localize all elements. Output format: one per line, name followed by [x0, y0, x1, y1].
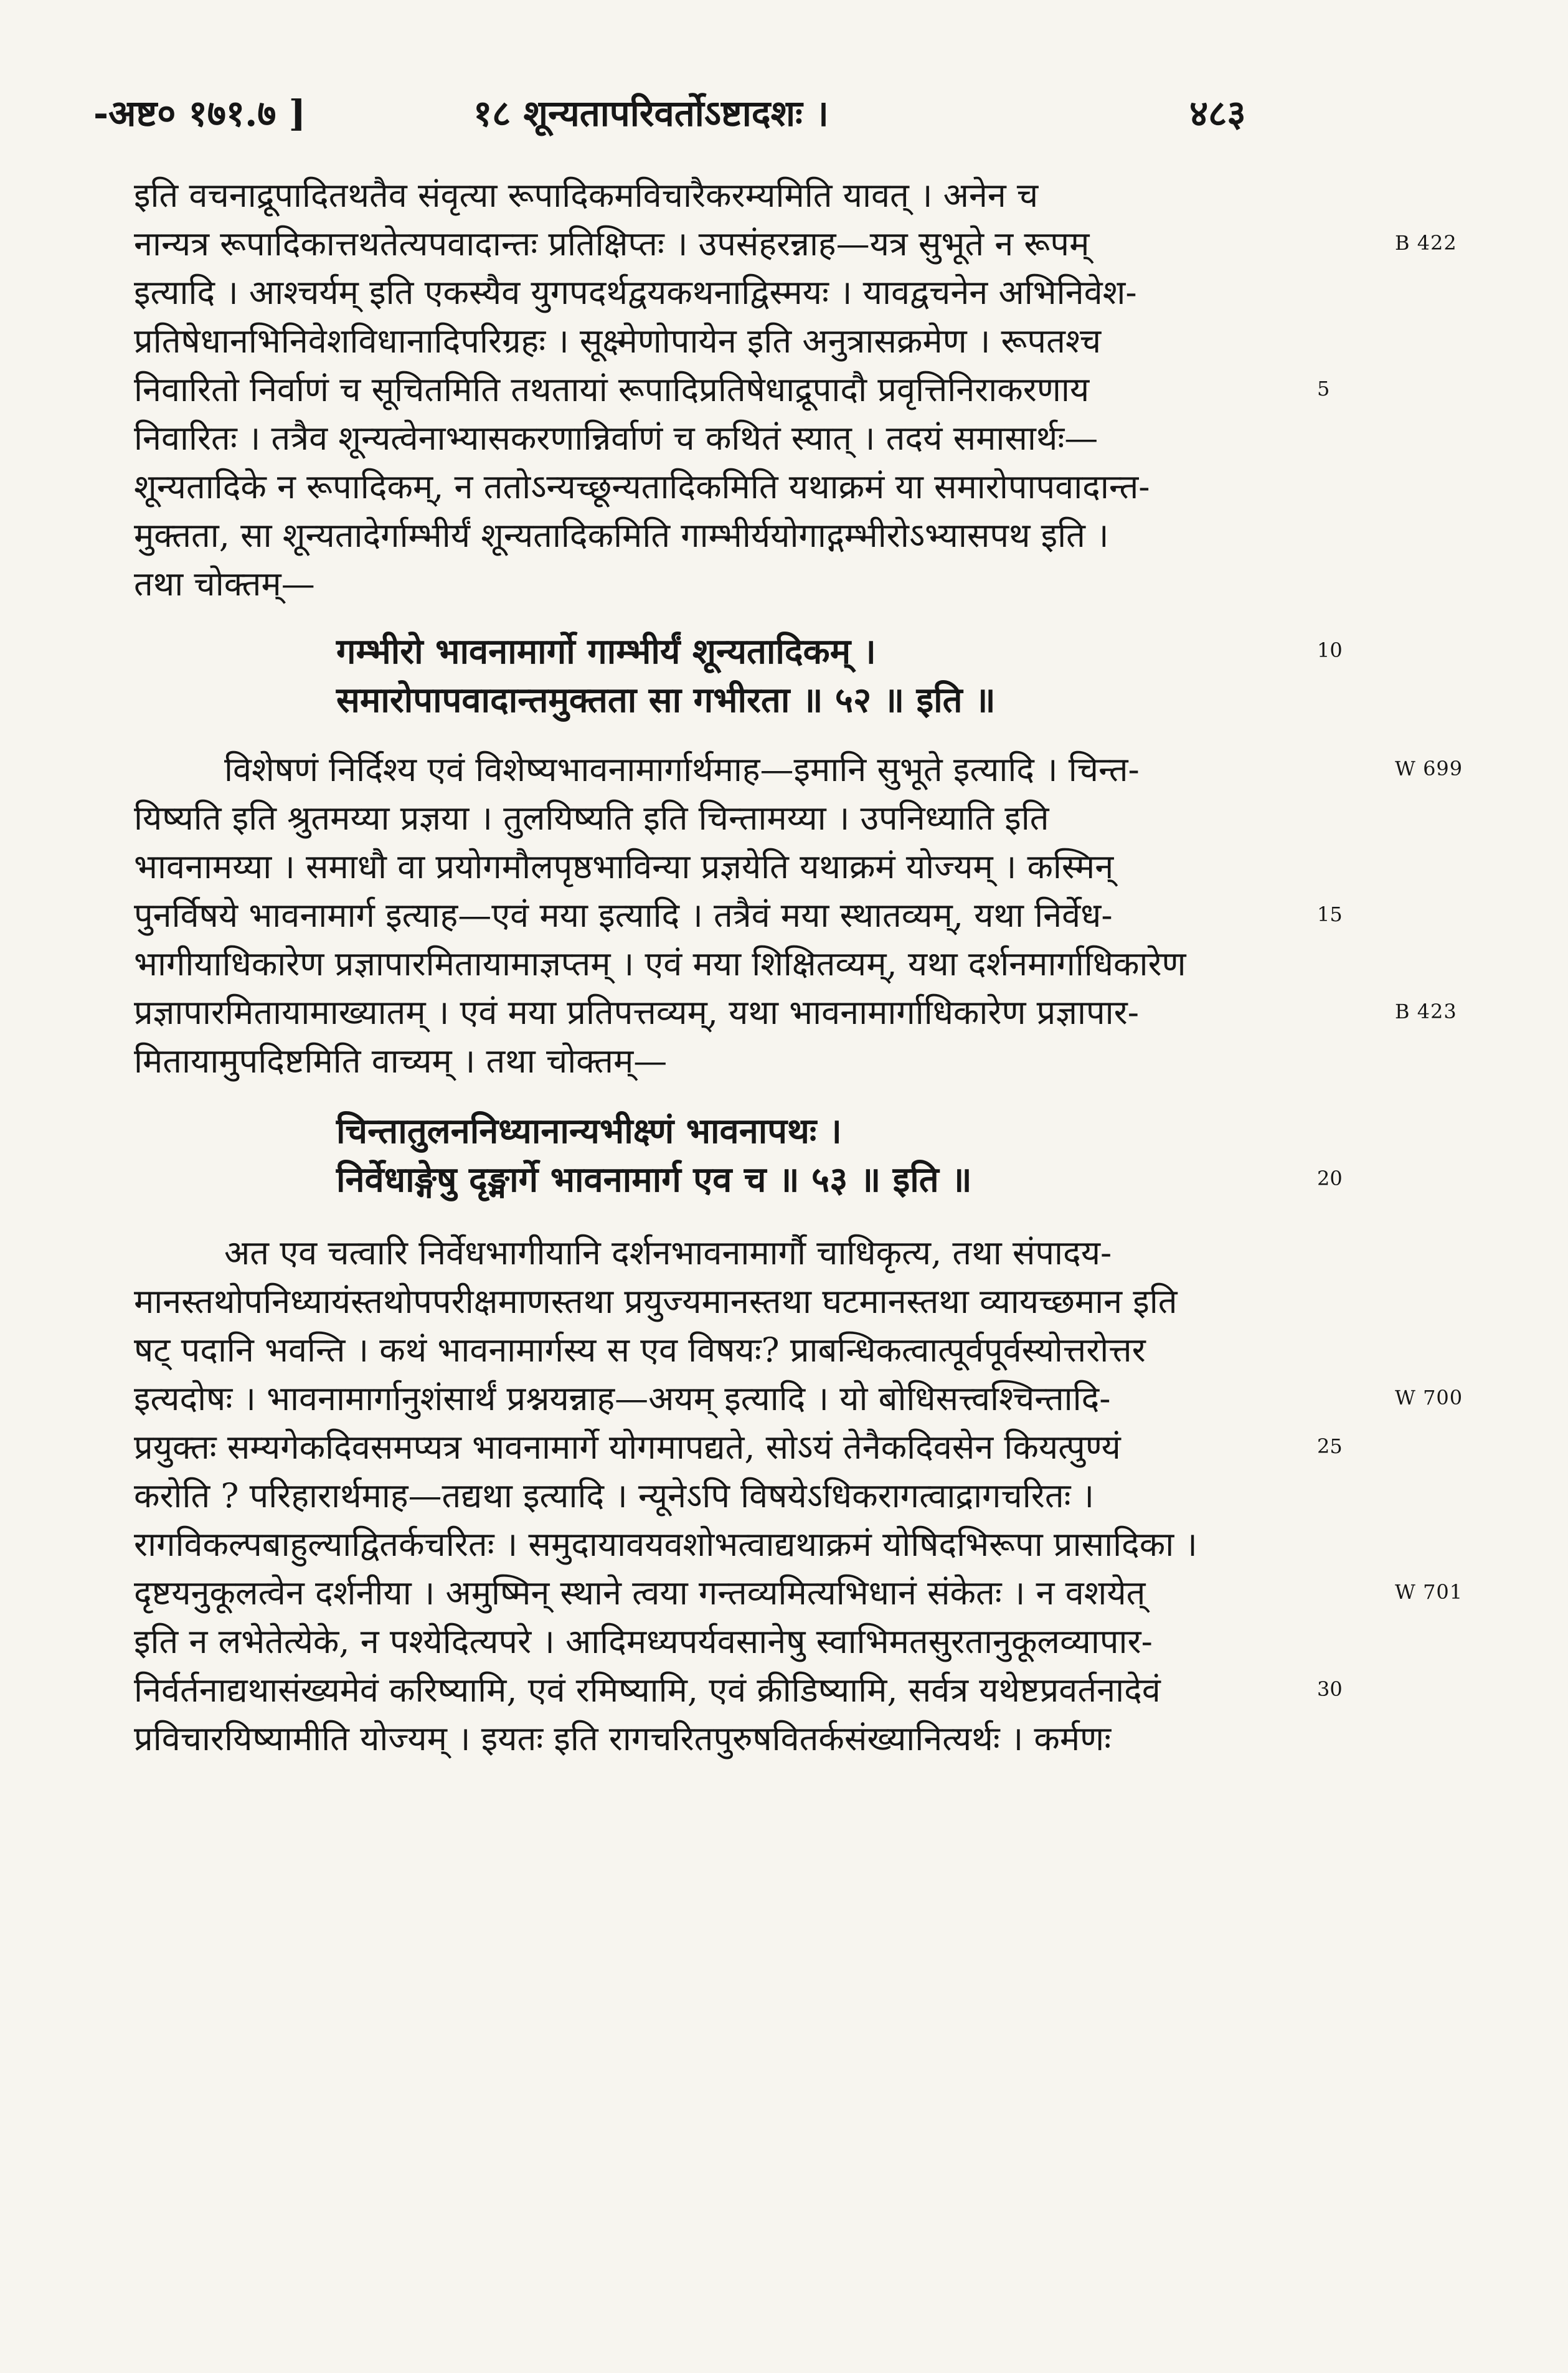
- text-line: शून्यतादिके न रूपादिकम्, न ततोऽन्यच्छून्यतादिकमिति यथाक्रमं या समारोपापवादान्त-: [134, 467, 1150, 506]
- text-line: प्रतिषेधानभिनिवेशविधानादिपरिग्रहः । सूक्ष्मेणोपायेन इति अनुत्रासक्रमेण । रूपतश्च: [134, 321, 1102, 361]
- text-line: मितायामुपदिष्टमिति वाच्यम् । तथा चोक्तम्—: [134, 1041, 668, 1081]
- text-line: तथा चोक्तम्—: [134, 564, 315, 604]
- line-number: 5: [1317, 377, 1330, 400]
- line-number: 20: [1317, 1167, 1343, 1190]
- running-header: [0, 87, 1568, 143]
- verse-line: गम्भीरो भावनामार्गो गाम्भीर्यं शून्यतादिकम् ।: [336, 631, 876, 672]
- text-line: निर्वर्तनाद्यथासंख्यमेवं करिष्यामि, एवं रमिष्यामि, एवं क्रीडिष्यामि, सर्वत्र यथेष्टप्रवर्तनादेवं: [134, 1670, 1161, 1710]
- text-line: प्रज्ञापारमितायामाख्यातम् । एवं मया प्रतिपत्तव्यम्, यथा भावनामार्गाधिकारेण प्रज्ञापार-: [134, 993, 1139, 1032]
- verse-line: चिन्तातुलननिध्यानान्यभीक्ष्णं भावनापथः ।: [336, 1111, 842, 1152]
- text-line: मुक्तता, सा शून्यतादेर्गाम्भीर्यं शून्यतादिकमिति गाम्भीर्ययोगाद्गम्भीरोऽभ्यासपथ इति ।: [134, 516, 1109, 555]
- text-line: नान्यत्र रूपादिकात्तथतेत्यपवादान्तः प्रतिक्षिप्तः । उपसंहरन्नाह—यत्र सुभूते न रूपम्: [134, 224, 1090, 263]
- text-line: रागविकल्पबाहुल्याद्वितर्कचरितः । समुदायावयवशोभत्वाद्यथाक्रमं योषिदभिरूपा प्रासादिका ।: [134, 1525, 1197, 1564]
- margin-ref: B 422: [1395, 231, 1457, 255]
- text-line: करोति ? परिहारार्थमाह—तद्यथा इत्यादि । न्यूनेऽपि विषयेऽधिकरागत्वाद्रागचरितः ।: [134, 1476, 1095, 1515]
- margin-ref: B 423: [1395, 1000, 1457, 1023]
- text-line: इत्यदोषः । भावनामार्गानुशंसार्थं प्रश्नयन्नाह—अयम् इत्यादि । यो बोधिसत्त्वश्चिन्तादि-: [134, 1379, 1111, 1418]
- text-line: प्रविचारयिष्यामीति योज्यम् । इयतः इति रागचरितपुरुषवितर्कसंख्यानित्यर्थः । कर्मणः: [134, 1719, 1112, 1758]
- text-line: अत एव चत्वारि निर्वेधभागीयानि दर्शनभावनामार्गौ चाधिकृत्य, तथा संपादय-: [224, 1233, 1112, 1272]
- text-line: प्रयुक्तः सम्यगेकदिवसमप्यत्र भावनामार्गे योगमापद्यते, सोऽयं तेनैकदिवसेन कियत्पुण्यं: [134, 1428, 1121, 1467]
- text-line: इत्यादि । आश्चर्यम् इति एकस्यैव युगपदर्थद्वयकथनाद्विस्मयः । यावद्वचनेन अभिनिवेश-: [134, 273, 1137, 312]
- line-number: 25: [1317, 1434, 1343, 1458]
- text-line: निवारितः । तत्रैव शून्यत्वेनाभ्यासकरणान्निर्वाणं च कथितं स्यात् । तदयं समासार्थः—: [134, 419, 1098, 458]
- text-line: इति वचनाद्रूपादितथतैव संवृत्या रूपादिकमविचारैकरम्यमिति यावत् । अनेन च: [134, 176, 1039, 215]
- header-section-ref: -अष्ट० १७१.७ ]: [93, 92, 306, 135]
- margin-ref: W 700: [1395, 1386, 1463, 1409]
- margin-ref: W 701: [1395, 1580, 1463, 1604]
- verse-line: निर्वेधाङ्गेषु दृङ्मार्गे भावनामार्ग एव च ॥ ५३ ॥ इति ॥: [336, 1159, 972, 1200]
- text-line: मानस्तथोपनिध्यायंस्तथोपपरीक्षमाणस्तथा प्रयुज्यमानस्तथा घटमानस्तथा व्यायच्छमान इति: [134, 1282, 1178, 1321]
- text-line: निवारितो निर्वाणं च सूचितमिति तथतायां रूपादिप्रतिषेधाद्रूपादौ प्रवृत्तिनिराकरणाय: [134, 370, 1090, 409]
- header-chapter-title: १८ शून्यतापरिवर्तोऽष्टादशः ।: [473, 92, 829, 135]
- margin-ref: W 699: [1395, 757, 1463, 780]
- line-number: 10: [1317, 638, 1343, 662]
- line-number: 30: [1317, 1677, 1343, 1701]
- text-line: विशेषणं निर्दिश्य एवं विशेष्यभावनामार्गार्थमाह—इमानि सुभूते इत्यादि । चिन्त-: [224, 750, 1140, 789]
- text-line: दृष्टयनुकूलत्वेन दर्शनीया । अमुष्मिन् स्थाने त्वया गन्तव्यमित्यभिधानं संकेतः । न वशयेत्: [134, 1573, 1146, 1613]
- text-line: इति न लभेतेत्येके, न पश्येदित्यपरे । आदिमध्यपर्यवसानेषु स्वाभिमतसुरतानुकूलव्यापार-: [134, 1622, 1153, 1661]
- text-line: भावनामय्या । समाधौ वा प्रयोगमौलपृष्ठभाविन्या प्रज्ञयेति यथाक्रमं योज्यम् । कस्मिन्: [134, 847, 1114, 886]
- verse-line: समारोपापवादान्तमुक्तता सा गभीरता ॥ ५२ ॥ इति ॥: [336, 680, 996, 721]
- text-line: पुनर्विषये भावनामार्ग इत्याह—एवं मया इत्यादि । तत्रैवं मया स्थातव्यम्, यथा निर्वेध-: [134, 896, 1113, 935]
- text-line: षट् पदानि भवन्ति । कथं भावनामार्गस्य स एव विषयः? प्राबन्धिकत्वात्पूर्वपूर्वस्योत्तरोत्तर: [134, 1330, 1146, 1370]
- text-line: यिष्यति इति श्रुतमय्या प्रज्ञया । तुलयिष्यति इति चिन्तामय्या । उपनिध्याति इति: [134, 798, 1049, 838]
- header-page-number: ४८३: [1189, 92, 1246, 135]
- text-line: भागीयाधिकारेण प्रज्ञापारमितायामाज्ञप्तम् । एवं मया शिक्षितव्यम्, यथा दर्शनमार्गाधिकारेण: [134, 944, 1186, 983]
- line-number: 15: [1317, 902, 1343, 926]
